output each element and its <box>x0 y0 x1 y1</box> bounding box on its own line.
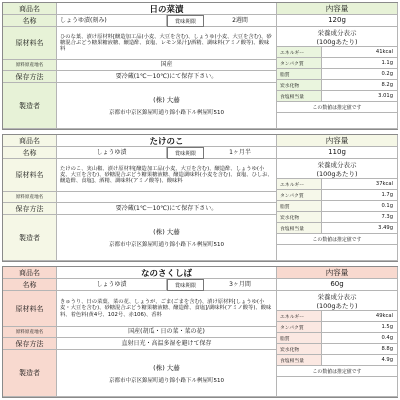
maker-address: 京都市中京区錦屋町通り錦小路下ル桝屋町510 <box>109 242 224 248</box>
nutrition-row-name-1: エネルギー <box>277 179 322 190</box>
best-before-label: 賞味期限 <box>167 147 204 159</box>
nutrition-row-name-3: 脂質 <box>277 333 322 344</box>
nutrition-row-name-1: エネルギー <box>277 311 322 322</box>
maker-address: 京都市中京区錦屋町通り錦小路下ル桝屋町510 <box>109 377 224 384</box>
maker-company: (株) 大藤 <box>153 96 180 104</box>
nutrition-row-value-1: 41kcal <box>322 47 398 58</box>
maker-label: 製造者 <box>3 215 57 261</box>
storage-value: 要冷蔵(1℃～10℃)にて保存下さい。 <box>57 71 277 83</box>
best-before-value: 2週間 <box>204 15 277 27</box>
nutrition-title-box <box>277 291 398 311</box>
nutrition-blank <box>277 113 398 129</box>
name-label: 名称 <box>3 147 57 159</box>
name-label: 名称 <box>3 279 57 291</box>
nutrition-row-value-1: 37kcal <box>322 179 398 190</box>
content-label: 内容量 <box>277 135 398 147</box>
nutrition-row-name-4: 炭水化物 <box>277 344 322 355</box>
nutrition-row-name-4: 炭水化物 <box>277 212 322 223</box>
name-value: しょうゆ漬 <box>57 147 167 159</box>
nutrition-row-name-2: タンパク質 <box>277 322 322 333</box>
name-value: しょうゆ漬(刻み) <box>57 15 167 27</box>
nutrition-row-value-4: 7.3g <box>322 212 398 223</box>
label-card-3 <box>2 266 398 398</box>
nutrition-row-name-2: タンパク質 <box>277 190 322 201</box>
nutrition-row-name-5: 食塩相当量 <box>277 91 322 102</box>
nutrition-note: この数値は推定値です <box>277 234 398 245</box>
origin-label: 原料原産地名 <box>3 60 57 71</box>
maker-box <box>57 83 277 129</box>
storage-value: 要冷蔵(1℃～10℃)にて保存下さい。 <box>57 203 277 215</box>
product-name: たけのこ <box>57 135 277 147</box>
maker-label: 製造者 <box>3 350 57 397</box>
nutrition-note: この数値は推定値です <box>277 102 398 113</box>
nutrition-row-value-2: 1.5g <box>322 322 398 333</box>
origin-label: 原料原産地名 <box>3 327 57 338</box>
nutrition-row-value-3: 0.4g <box>322 333 398 344</box>
maker-company: (株) 大藤 <box>153 363 180 372</box>
nutrition-row-name-3: 脂質 <box>277 69 322 80</box>
nutrition-title: 栄養成分表示 <box>317 160 357 169</box>
ingredients-label: 原材料名 <box>3 159 57 192</box>
nutrition-title-box <box>277 27 398 47</box>
content-value: 120g <box>277 15 398 27</box>
nutrition-basis: (100gあたり) <box>316 169 358 178</box>
maker-company: (株) 大藤 <box>153 228 180 236</box>
ingredients-value: ひのな葉、漬け原材料[醸造加工品(小麦、大豆を含む)、しょうゆ(小麦、大豆を含む)、砂糖混合ぶどう糖果糖液糖、醸造酢、食塩、レモン果汁]/酒精、調味料(アミノ酸等)、酸味料 <box>57 27 277 60</box>
maker-box <box>57 215 277 261</box>
ingredients-value: きゅうり、日の菜葉、菜の花、しょうが、ごま(ごまを含む)、漬け原材料[しょうゆ(小麦・大豆を含む)、砂糖混合ぶどう糖果糖液糖、醸造酢、食塩]/調味料(アミノ酸等)、酸味料、着色料(黄4号、102号、赤106)、香料 <box>57 291 277 327</box>
nutrition-row-value-2: 1.1g <box>322 58 398 69</box>
best-before-value: 1ヶ月半 <box>204 147 277 159</box>
best-before-label: 賞味期限 <box>167 15 204 27</box>
nutrition-row-name-5: 食塩相当量 <box>277 355 322 366</box>
nutrition-row-value-4: 8.8g <box>322 344 398 355</box>
nutrition-title: 栄養成分表示 <box>317 292 357 301</box>
nutrition-row-value-4: 8.2g <box>322 80 398 91</box>
nutrition-blank <box>277 377 398 397</box>
header-label: 商品名 <box>3 135 57 147</box>
content-label: 内容量 <box>277 267 398 279</box>
content-label: 内容量 <box>277 3 398 15</box>
nutrition-row-name-5: 食塩相当量 <box>277 223 322 234</box>
nutrition-row-value-5: 3.01g <box>322 91 398 102</box>
maker-box <box>57 350 277 397</box>
nutrition-row-name-3: 脂質 <box>277 201 322 212</box>
nutrition-note: この数値は推定値です <box>277 366 398 377</box>
nutrition-basis: (100gあたり) <box>316 37 358 46</box>
header-label: 商品名 <box>3 3 57 15</box>
nutrition-row-name-1: エネルギー <box>277 47 322 58</box>
origin-label: 原料原産地名 <box>3 192 57 203</box>
nutrition-row-value-5: 3.49g <box>322 223 398 234</box>
nutrition-title-box <box>277 159 398 179</box>
ingredients-label: 原材料名 <box>3 27 57 60</box>
header-label: 商品名 <box>3 267 57 279</box>
origin-value: 国産 <box>57 60 277 71</box>
name-value: しょうゆ漬 <box>57 279 167 291</box>
maker-label: 製造者 <box>3 83 57 129</box>
storage-label: 保存方法 <box>3 338 57 350</box>
nutrition-row-value-5: 4.9g <box>322 355 398 366</box>
nutrition-row-value-1: 49kcal <box>322 311 398 322</box>
origin-value: 国産(胡瓜・日の菜・菜の花) <box>57 327 277 338</box>
storage-label: 保存方法 <box>3 71 57 83</box>
content-value: 110g <box>277 147 398 159</box>
nutrition-basis: (100gあたり) <box>316 301 358 310</box>
product-name: 日の菜漬 <box>57 3 277 15</box>
label-card-2 <box>2 134 398 262</box>
nutrition-row-name-2: タンパク質 <box>277 58 322 69</box>
best-before-label: 賞味期限 <box>167 279 204 291</box>
nutrition-row-value-2: 1.7g <box>322 190 398 201</box>
nutrition-row-value-3: 0.1g <box>322 201 398 212</box>
origin-value <box>57 192 277 203</box>
ingredients-label: 原材料名 <box>3 291 57 327</box>
label-card-1 <box>2 2 398 130</box>
content-value: 60g <box>277 279 398 291</box>
nutrition-blank <box>277 245 398 261</box>
storage-value: 直射日光・高温多湿を避けて保存 <box>57 338 277 350</box>
product-name: なのさくしば <box>57 267 277 279</box>
nutrition-row-value-3: 0.2g <box>322 69 398 80</box>
nutrition-row-name-4: 炭水化物 <box>277 80 322 91</box>
ingredients-value: たけのこ、実山椒、漬け原材料[醸造加工品(小麦、大豆を含む)、醸造酢、しょうゆ(小麦、大豆を含む)、砂糖混合ぶどう糖果糖液糖、醸造調味料(小麦を含む)、食塩、ひしお、醸造酢、食塩]、酒精、調味料(アミノ酸等)、酸味料 <box>57 159 277 192</box>
nutrition-title: 栄養成分表示 <box>317 28 357 37</box>
name-label: 名称 <box>3 15 57 27</box>
storage-label: 保存方法 <box>3 203 57 215</box>
best-before-value: 3ヶ月間 <box>204 279 277 291</box>
maker-address: 京都市中京区錦屋町通り錦小路下ル桝屋町510 <box>109 110 224 116</box>
